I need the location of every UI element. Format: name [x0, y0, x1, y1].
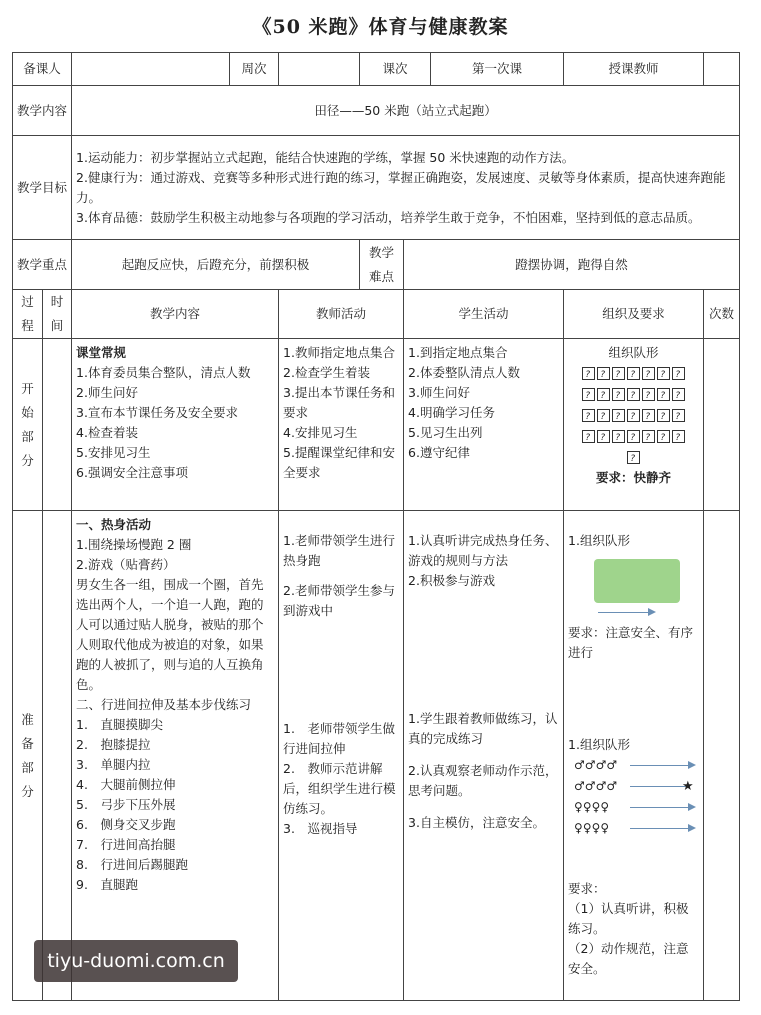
warmup-item: 1.围绕操场慢跑 2 圈: [76, 537, 192, 552]
stretch-title: 二、行进间拉伸及基本步伐练习: [76, 697, 252, 712]
start-content-item: 3.宣布本节课任务及安全要求: [76, 405, 238, 420]
student-box-icon: [672, 409, 685, 422]
week-label: 周次: [230, 53, 279, 86]
warmup-item: 男女生各一组，围成一个圈，首先选出两个人，一个追一人跑，跑的人可以通过贴人脱身，被贴的那个人则取代他成为被追的对象，如果跑的人被抓了，则与追的人互换角色。: [76, 577, 264, 692]
start-student-item: 5.见习生出列: [408, 425, 483, 440]
student-box-icon: [612, 430, 625, 443]
instructor-value[interactable]: [704, 53, 740, 86]
prep-org-b-req-item: （2）动作规范，注意安全。: [568, 941, 689, 976]
start-teacher-item: 5.提醒课堂纪律和安全要求: [283, 445, 395, 480]
site-watermark: tiyu-duomi.com.cn: [34, 940, 238, 982]
formation-line: [568, 797, 699, 818]
start-content-item: 5.安排见习生: [76, 445, 151, 460]
student-box-icon: [582, 430, 595, 443]
content-label: 教学内容: [13, 86, 72, 136]
start-student-item: 6.遵守纪律: [408, 445, 470, 460]
run-direction-arrow-icon: [568, 607, 699, 617]
col-content: 教学内容: [72, 290, 279, 339]
stretch-item: 4. 大腿前侧拉伸: [76, 777, 176, 792]
formation-line: [568, 755, 699, 776]
goal-item: 1.运动能力：初步掌握站立式起跑，能结合快速跑的学练，掌握 50 米快速跑的动作方法。: [76, 149, 575, 165]
prep-student-item: 2.积极参与游戏: [408, 573, 495, 588]
start-content-item: 4.检查着装: [76, 425, 138, 440]
student-box-icon: [627, 388, 640, 401]
arrow-icon: [630, 765, 690, 766]
prep-teacher-item: 2. 教师示范讲解后，组织学生进行模仿练习。: [283, 761, 396, 816]
prep-time: [43, 511, 72, 1001]
warmup-title: 一、热身活动: [76, 517, 152, 532]
prep-content: [72, 511, 279, 1001]
student-box-icon: [642, 430, 655, 443]
start-content-item: 2.师生问好: [76, 385, 138, 400]
goals-label: 教学目标: [13, 136, 72, 240]
prep-student-item: 1.认真听讲完成热身任务、游戏的规则与方法: [408, 533, 558, 568]
formation-row: [568, 447, 699, 468]
goal-item: 3.体育品德：鼓励学生积极主动地参与各项跑的学习活动，培养学生敢于竞争，不怕困难，坚持到低的意志品质。: [76, 209, 701, 225]
warmup-item: 2.游戏（贴膏药）: [76, 557, 176, 572]
teacher-value[interactable]: [72, 53, 230, 86]
prep-org: [564, 511, 704, 1001]
start-times: [704, 339, 740, 511]
student-box-icon: [627, 367, 640, 380]
prep-teacher: [279, 511, 404, 1001]
female-group: ♀♀♀♀: [574, 821, 610, 835]
header-row: [13, 53, 740, 86]
student-box-icon: [597, 430, 610, 443]
goals-list: [72, 136, 740, 240]
stretch-item: 9. 直腿跑: [76, 877, 138, 892]
student-box-icon: [612, 388, 625, 401]
prep-org-b-req-item: （1）认真听讲，积极练习。: [568, 901, 689, 936]
prep-label: 准备部分: [13, 511, 43, 1001]
student-box-icon: [612, 367, 625, 380]
key-points-label: 教学重点: [13, 240, 72, 290]
content-value: 田径——50 米跑（站立式起跑）: [72, 86, 740, 136]
stretch-item: 3. 单腿内拉: [76, 757, 151, 772]
student-box-icon: [672, 388, 685, 401]
prep-student-item: 2.认真观察老师动作示范，思考问题。: [408, 763, 558, 798]
prep-student-item: 3.自主模仿，注意安全。: [408, 815, 545, 830]
start-time: [43, 339, 72, 511]
prep-student: [404, 511, 564, 1001]
page-title: 《50 米跑》体育与健康教案: [252, 16, 509, 38]
teacher-star-icon: ★: [682, 779, 694, 794]
instructor-label: 授课教师: [564, 53, 704, 86]
student-box-icon: [582, 367, 595, 380]
start-teacher-item: 2.检查学生着装: [283, 365, 370, 380]
goal-item: 2.健康行为：通过游戏、竞赛等多种形式进行跑的练习，掌握正确跑姿，发展速度、灵敏等身体素质，提高快速奔跑能力。: [76, 169, 726, 205]
prep-section-row: [13, 511, 740, 1001]
start-student: [404, 339, 564, 511]
student-box-icon: [657, 430, 670, 443]
formation-row: [568, 363, 699, 384]
start-student-item: 3.师生问好: [408, 385, 470, 400]
student-box-icon: [582, 388, 595, 401]
prep-org-b-req-title: 要求：: [568, 881, 606, 896]
male-group: ♂♂♂♂: [574, 758, 618, 772]
start-content-item: 1.体育委员集合整队，清点人数: [76, 365, 251, 380]
student-box-icon: [657, 388, 670, 401]
week-value[interactable]: [279, 53, 360, 86]
key-points-value: 起跑反应快，后蹬充分，前摆积极: [72, 240, 360, 290]
arrow-icon: [630, 786, 690, 787]
start-teacher-item: 1.教师指定地点集合: [283, 345, 395, 360]
difficulty-value: 蹬摆协调，跑得自然: [404, 240, 740, 290]
stretch-item: 2. 抱膝提拉: [76, 737, 151, 752]
student-box-icon: [597, 367, 610, 380]
teacher-label: 备课人: [13, 53, 72, 86]
content-row: [13, 86, 740, 136]
start-teacher-item: 3.提出本节课任务和要求: [283, 385, 395, 420]
lesson-label: 课次: [360, 53, 431, 86]
prep-times: [704, 511, 740, 1001]
prep-teacher-item: 2.老师带领学生参与到游戏中: [283, 583, 395, 618]
prep-org-b-title: 1.组织队形: [568, 737, 630, 752]
formation-row: [568, 405, 699, 426]
student-box-icon: [627, 430, 640, 443]
start-org-requirement: 要求：快静齐: [596, 470, 672, 485]
field-diagram-icon: [594, 559, 680, 603]
prep-teacher-item: 3. 巡视指导: [283, 821, 358, 836]
start-student-item: 1.到指定地点集合: [408, 345, 508, 360]
key-points-row: [13, 240, 740, 290]
col-times: 次数: [704, 290, 740, 339]
student-box-icon: [612, 409, 625, 422]
start-teacher-item: 4.安排见习生: [283, 425, 358, 440]
stretch-item: 7. 行进间高抬腿: [76, 837, 176, 852]
student-box-icon: [597, 388, 610, 401]
start-student-item: 4.明确学习任务: [408, 405, 495, 420]
prep-org-a-title: 1.组织队形: [568, 533, 630, 548]
start-section-row: [13, 339, 740, 511]
arrow-icon: [630, 807, 690, 808]
female-group: ♀♀♀♀: [574, 800, 610, 814]
student-box-icon: [642, 409, 655, 422]
column-header-row: [13, 290, 740, 339]
student-box-icon: [672, 430, 685, 443]
student-box-icon: [657, 367, 670, 380]
col-time: 时间: [43, 290, 72, 339]
goals-row: [13, 136, 740, 240]
stretch-item: 6. 侧身交叉步跑: [76, 817, 176, 832]
stretch-item: 1. 直腿摸脚尖: [76, 717, 163, 732]
student-box-icon: [597, 409, 610, 422]
prep-org-a-requirement: 要求：注意安全、有序进行: [568, 625, 694, 660]
stretch-item: 5. 弓步下压外展: [76, 797, 176, 812]
stretch-item: 8. 行进间后踢腿跑: [76, 857, 188, 872]
lesson-plan-table: [12, 52, 740, 1001]
difficulty-label: 教学难点: [360, 240, 404, 290]
formation-row: [568, 426, 699, 447]
col-teacher: 教师活动: [279, 290, 404, 339]
student-box-icon: [672, 367, 685, 380]
student-box-icon: [657, 409, 670, 422]
col-process: 过程: [13, 290, 43, 339]
student-box-icon: [627, 409, 640, 422]
start-student-item: 2.体委整队清点人数: [408, 365, 520, 380]
col-org: 组织及要求: [564, 290, 704, 339]
student-box-icon: [642, 388, 655, 401]
lesson-value: 第一次课: [431, 53, 564, 86]
start-org: [564, 339, 704, 511]
start-teacher: [279, 339, 404, 511]
formation-line: [568, 776, 699, 797]
prep-teacher-item: 1.老师带领学生进行热身跑: [283, 533, 395, 568]
formation-line: [568, 818, 699, 839]
start-label: 开始部分: [13, 339, 43, 511]
prep-teacher-item: 1. 老师带领学生做行进间拉伸: [283, 721, 395, 756]
student-box-icon: [642, 367, 655, 380]
formation-row: [568, 384, 699, 405]
teacher-box-icon: [627, 451, 640, 464]
start-content-item: 6.强调安全注意事项: [76, 465, 188, 480]
start-org-title: 组织队形: [608, 345, 659, 360]
prep-student-item: 1.学生跟着教师做练习，认真的完成练习: [408, 711, 558, 746]
start-content: [72, 339, 279, 511]
arrow-icon: [630, 828, 690, 829]
start-content-title: 课堂常规: [76, 345, 127, 360]
male-group: ♂♂♂♂: [574, 779, 618, 793]
col-student: 学生活动: [404, 290, 564, 339]
student-box-icon: [582, 409, 595, 422]
